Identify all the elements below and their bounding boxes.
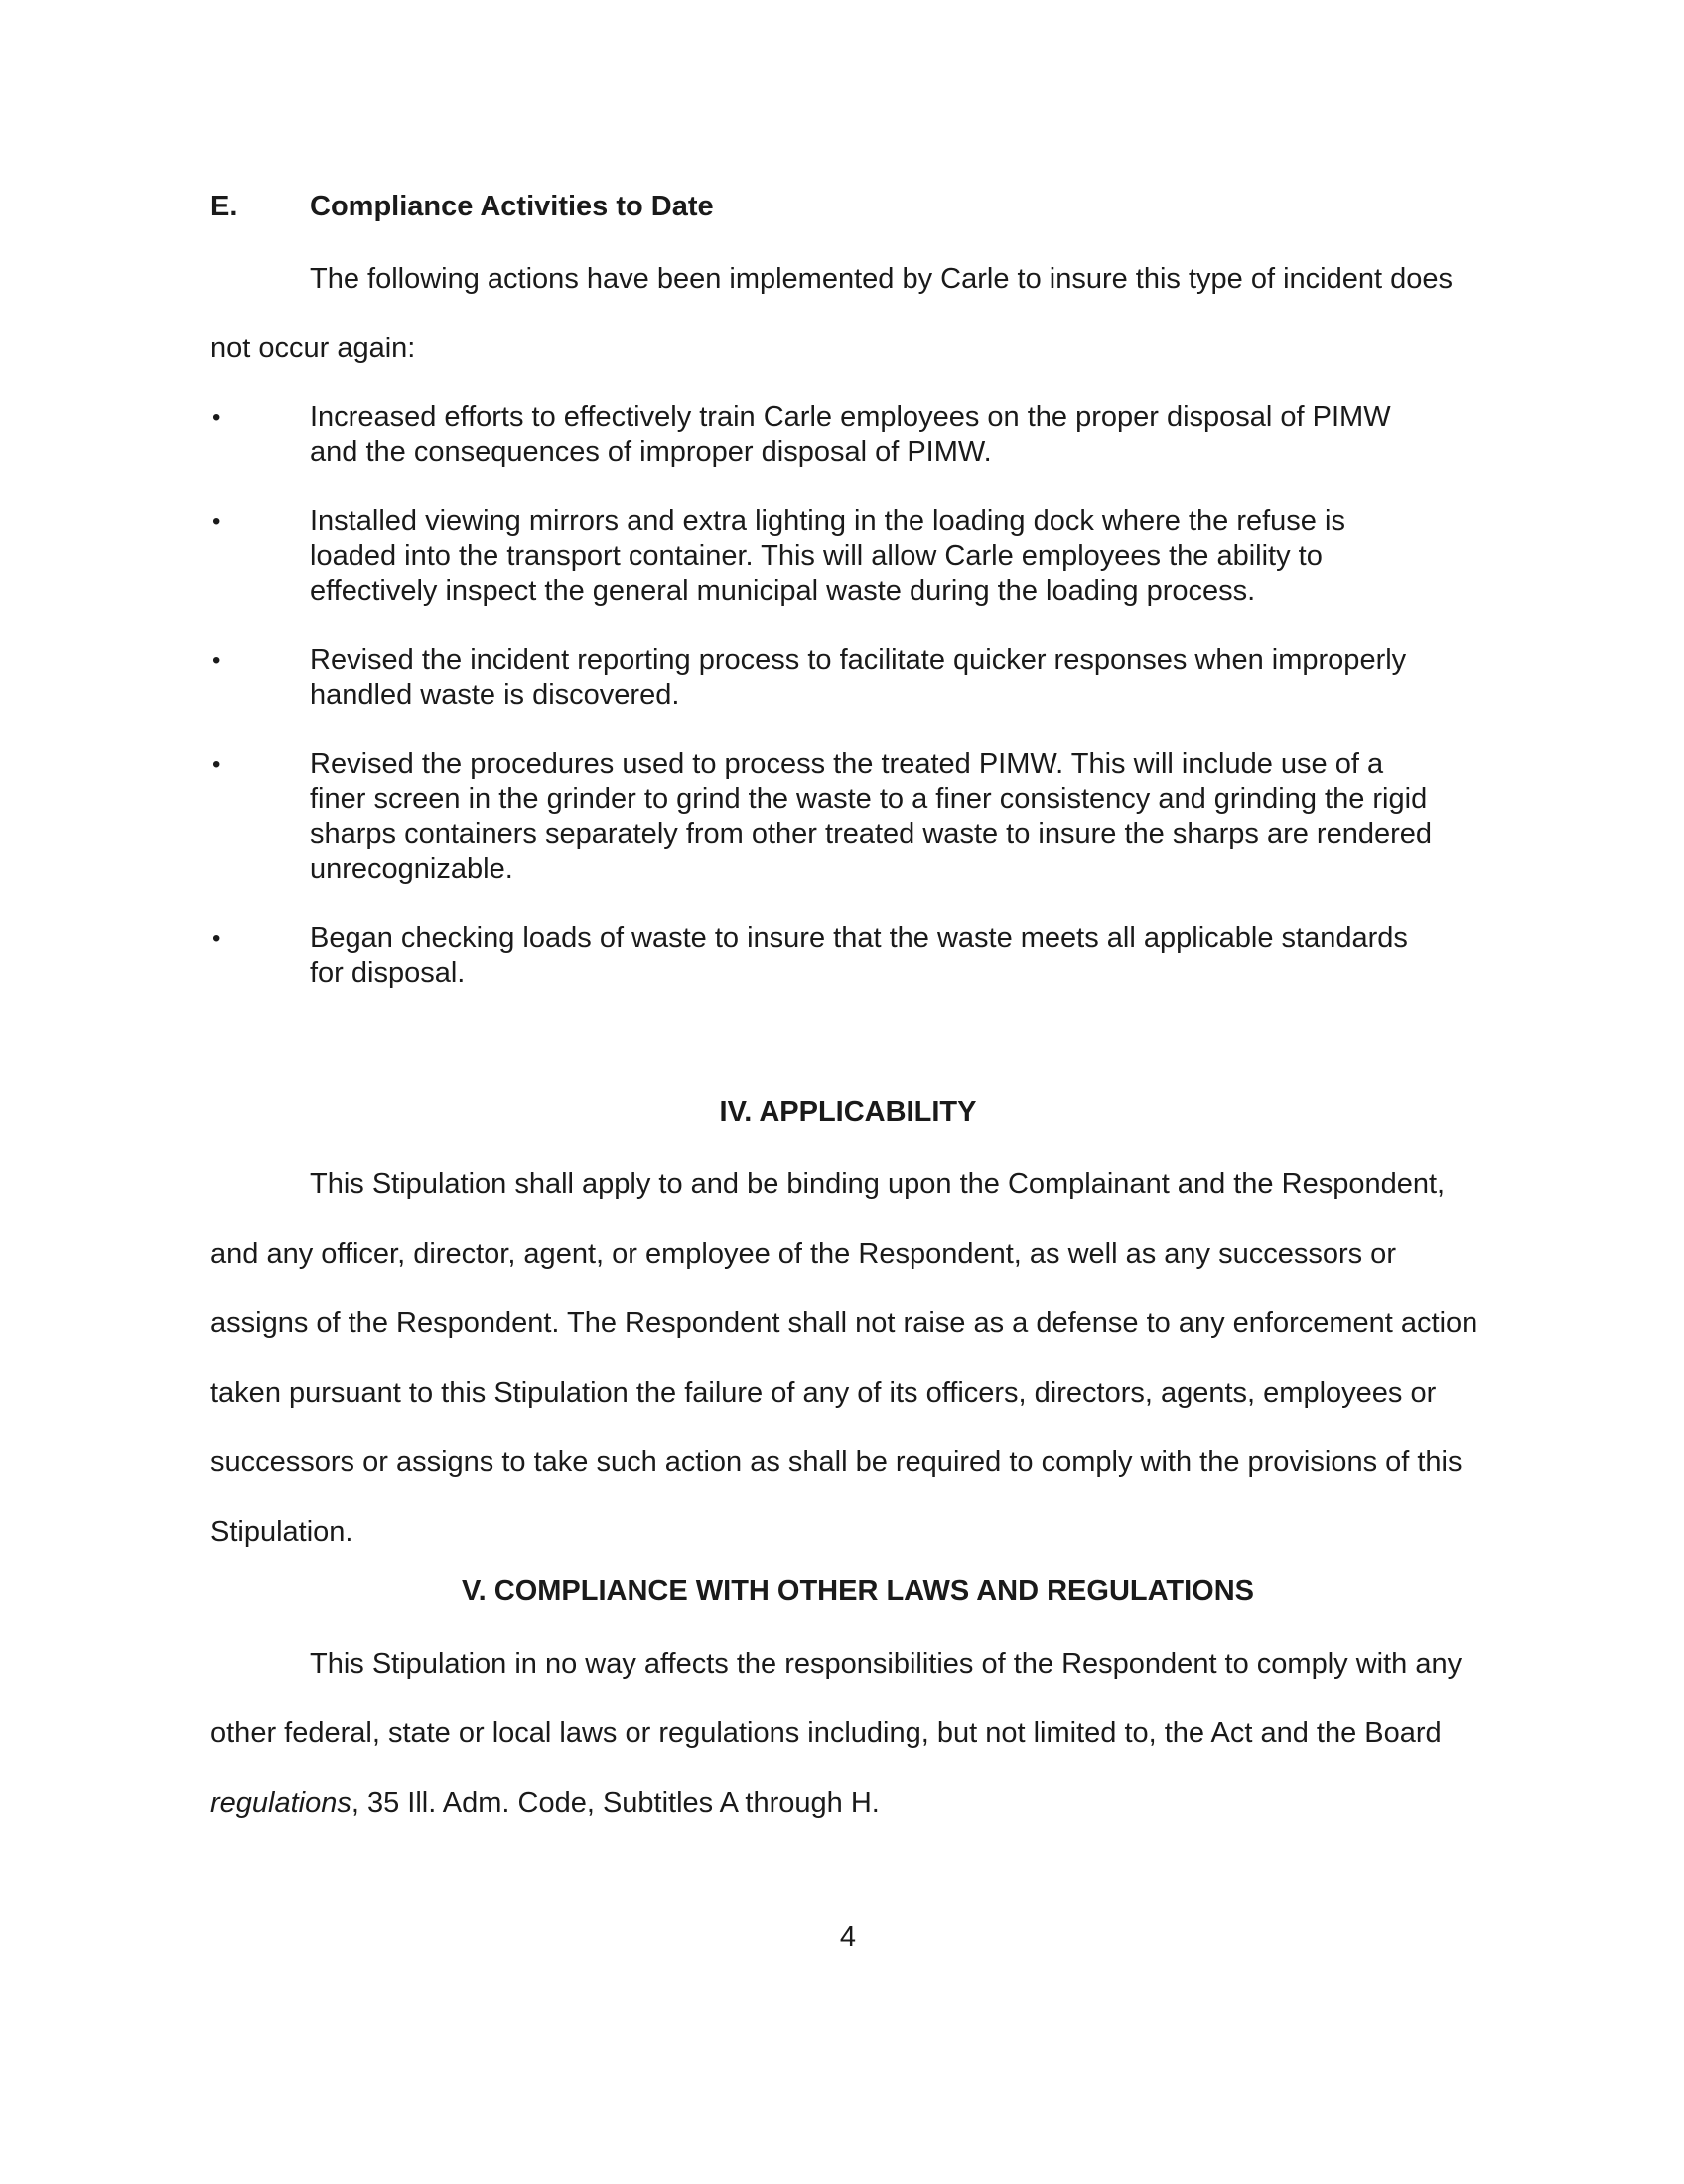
section-v-italic-text: regulations (210, 1787, 351, 1819)
bullet-icon: • (212, 647, 221, 674)
section-iv-heading: IV. APPLICABILITY (719, 1096, 977, 1128)
bullet-icon: • (212, 508, 221, 535)
list-item-text: Revised the procedures used to process the treated PIMW. This will include use of a finer screen in the grinder to grind the waste to a finer consistency and grinding the rigid sharps containers separately from other treated waste to insure the sharps are rendered unrecognizable. (310, 749, 1432, 885)
section-v-heading: V. COMPLIANCE WITH OTHER LAWS AND REGULATIONS (461, 1575, 1255, 1607)
list-item-text: Began checking loads of waste to insure that the waste meets all applicable standards for disposal. (310, 922, 1408, 989)
bullet-icon: • (212, 404, 221, 431)
section-v-body (210, 1629, 1491, 1838)
bullet-icon: • (212, 751, 221, 778)
list-item-text: Installed viewing mirrors and extra lighting in the loading dock where the refuse is loaded into the transport container. This will allow Carle employees the ability to effectively inspect the general municipal waste during the loading process. (310, 505, 1345, 607)
section-e-heading (210, 191, 714, 223)
section-iv-body (210, 1150, 1491, 1567)
section-v-body-text: This Stipulation in no way affects the responsibilities of the Respondent to comply with any other federal, state or local laws or regulations including, but not limited to, the Act and the Board (210, 1648, 1463, 1749)
bullet-icon: • (212, 925, 221, 952)
section-v-body-end: , 35 Ill. Adm. Code, Subtitles A through H. (351, 1787, 880, 1819)
page-number: 4 (839, 1921, 857, 1953)
section-e-intro (210, 244, 1491, 383)
section-e-title: Compliance Activities to Date (310, 191, 714, 222)
list-item-text: Increased efforts to effectively train Carle employees on the proper disposal of PIMW and the consequences of improper disposal of PIMW. (310, 401, 1391, 468)
list-item-text: Revised the incident reporting process to facilitate quicker responses when improperly handled waste is discovered. (310, 644, 1407, 711)
section-e-intro-text: The following actions have been implemented by Carle to insure this type of incident does not occur again: (210, 263, 1453, 364)
section-e-letter: E. (210, 191, 238, 222)
section-iv-body-text: This Stipulation shall apply to and be binding upon the Complainant and the Respondent, and any officer, director, agent, or employee of the Respondent, as well as any successors or assigns of the Respondent. The Respondent shall not raise as a defense to any enforcement action taken pursuant to this Stipulation the failure of any of its officers, directors, agents, employees or successors or assigns to take such action as shall be required to comply with the provisions of this Stipulation. (210, 1168, 1478, 1548)
